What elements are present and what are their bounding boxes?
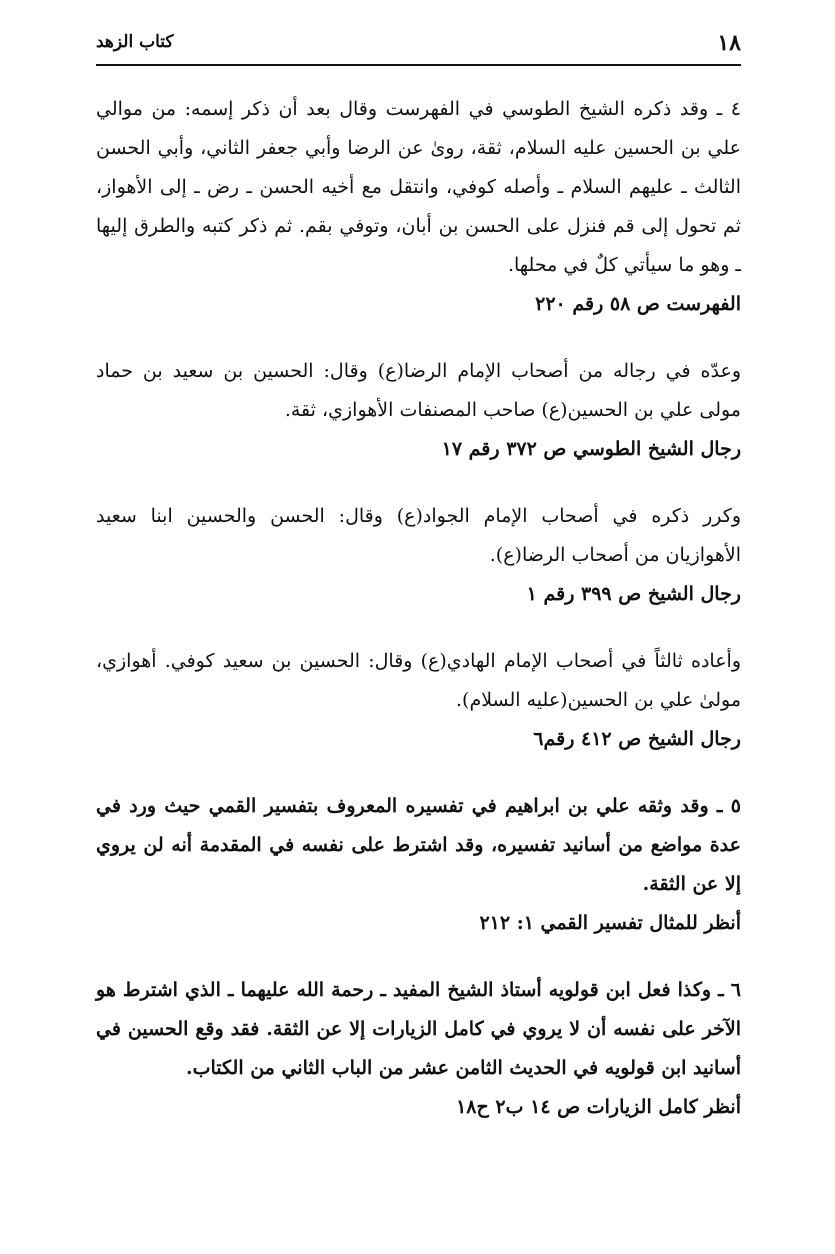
paragraph-jawad-companions: وكرر ذكره في أصحاب الإمام الجواد(ع) وقال: الحسن والحسين ابنا سعيد الأهوازيان من أصحاب الرضا(ع). (96, 505, 741, 566)
citation-rijal-399: رجال الشيخ ص ٣٩٩ رقم ١ (526, 583, 741, 605)
page-content (96, 66, 741, 1127)
section-gap (96, 614, 741, 642)
citation-fihrist: الفهرست ص ٥٨ رقم ٢٢٠ (535, 293, 741, 315)
paragraph-6-ibn-qulawayh: ٦ ـ وكذا فعل ابن قولويه أستاذ الشيخ المفيد ـ رحمة الله عليهما ـ الذي اشترط هو الآخر على نفسه أن لا يروي في كامل الزيارات إلا عن الثقة. فقد وقع الحسين في أسانيد ابن قولويه في الحديث الثامن عشر من الباب الثاني من الكتاب. (96, 979, 741, 1079)
section-gap (96, 759, 741, 787)
paragraph-rida-companions: وعدّه في رجاله من أصحاب الإمام الرضا(ع) وقال: الحسين بن سعيد بن حماد مولى علي بن الحسين(ع) صاحب المصنفات الأهوازي، ثقة. (96, 360, 741, 421)
book-title: كتاب الزهد (96, 32, 174, 52)
section-gap (96, 943, 741, 971)
paragraph-hadi-companions: وأعاده ثالثاً في أصحاب الإمام الهادي(ع) وقال: الحسين بن سعيد كوفي. أهوازي، مولىٰ علي بن الحسين(عليه السلام). (96, 650, 741, 711)
section-gap (96, 324, 741, 352)
citation-rijal-412: رجال الشيخ ص ٤١٢ رقم٦ (533, 728, 741, 750)
paragraph-5-qummi: ٥ ـ وقد وثقه علي بن ابراهيم في تفسيره المعروف بتفسير القمي حيث ورد في عدة مواضع من أسانيد تفسيره، وقد اشترط على نفسه في المقدمة أنه لن يروي إلا عن الثقة. (96, 795, 741, 895)
citation-kamil-ziyarat: أنظر كامل الزيارات ص ١٤ ب٢ ح١٨ (456, 1096, 741, 1118)
paragraph-4-tusi-fihrist: ٤ ـ وقد ذكره الشيخ الطوسي في الفهرست وقال بعد أن ذكر إسمه: من موالي علي بن الحسين عليه السلام، ثقة، روىٰ عن الرضا وأبي جعفر الثاني، وأبي الحسن الثالث ـ عليهم السلام ـ وأصله كوفي، وانتقل مع أخيه الحسن ـ رض ـ إلى الأهواز، ثم تحول إلى قم فنزل على الحسن بن أبان، وتوفي بقم. ثم ذكر كتبه والطرق إليها ـ وهو ما سيأتي كلٌ في محلها. (96, 98, 741, 276)
page-number: ١٨ (717, 30, 741, 56)
citation-tafsir-qummi: أنظر للمثال تفسير القمي ١: ٢١٢ (479, 912, 741, 934)
citation-rijal-tusi: رجال الشيخ الطوسي ص ٣٧٢ رقم ١٧ (441, 438, 741, 460)
book-page (96, 26, 741, 1254)
page-header (96, 26, 741, 66)
section-gap (96, 469, 741, 497)
